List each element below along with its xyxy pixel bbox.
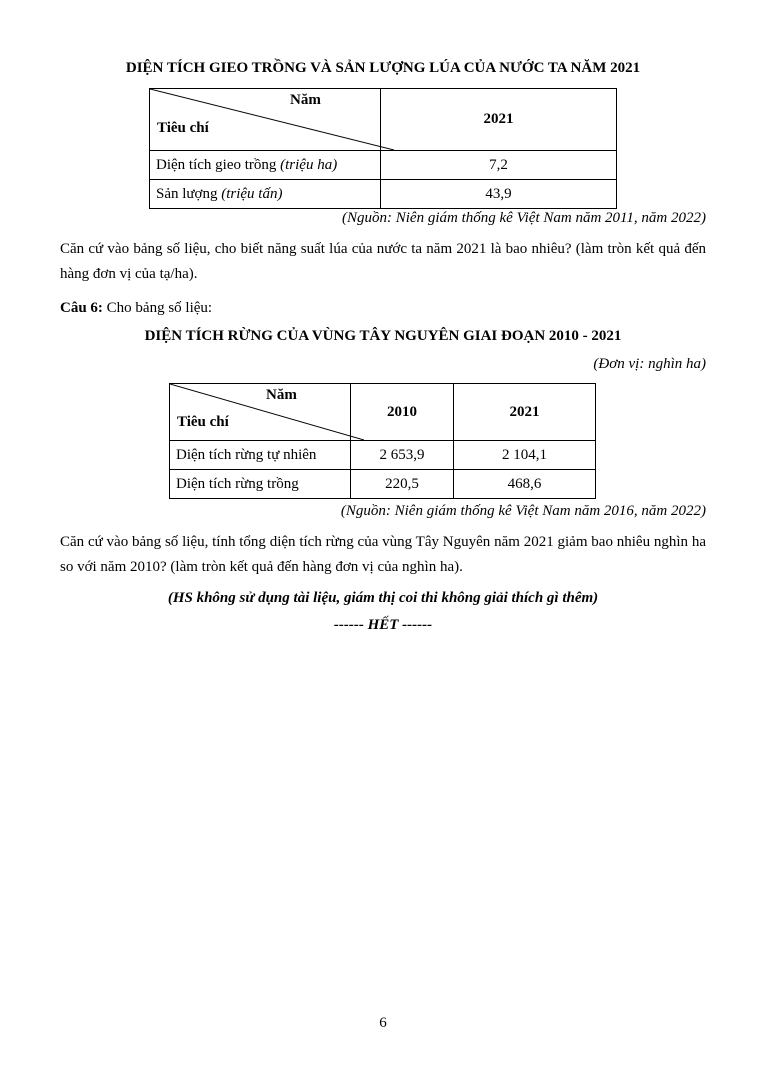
table1-row-value: 7,2 [381, 151, 617, 180]
question6-heading: Câu 6: Cho bảng số liệu: [60, 300, 213, 316]
header-2021: 2021 [454, 384, 596, 441]
table1 [149, 88, 617, 209]
end-mark: ------ HẾT ------ [333, 617, 433, 633]
table2-row-label: Diện tích rừng trồng [170, 470, 351, 499]
table2 [169, 383, 596, 499]
table2-cell-2021: 2 104,1 [454, 441, 596, 470]
table2-source: (Nguồn: Niên giám thống kê Việt Nam năm 2016, năm 2022) [340, 503, 706, 519]
table2-diagonal-header [170, 384, 351, 441]
question6-text: Căn cứ vào bảng số liệu, tính tổng diện tích rừng của vùng Tây Nguyên năm 2021 giảm bao nhiêu nghìn ha so với năm 2010? (làm tròn kết quả đến hàng đơn vị của nghìn ha). [60, 534, 706, 575]
header-criteria: Tiêu chí [177, 414, 229, 430]
table1-row-label: Diện tích gieo trồng (triệu ha) [150, 151, 381, 180]
question6-label: Câu 6: [60, 300, 103, 316]
header-criteria: Tiêu chí [157, 120, 209, 136]
table1-row-value: 43,9 [381, 180, 617, 209]
header-2010: 2010 [351, 384, 454, 441]
table2-cell-2010: 2 653,9 [351, 441, 454, 470]
table1-row-label: Sản lượng (triệu tấn) [150, 180, 381, 209]
table1-diagonal-header [150, 89, 381, 151]
header-year: Năm [266, 387, 297, 403]
question5-text: Căn cứ vào bảng số liệu, cho biết năng suất lúa của nước ta năm 2021 là bao nhiêu? (làm tròn kết quả đến hàng đơn vị của tạ/ha). [60, 241, 706, 282]
table2-title: DIỆN TÍCH RỪNG CỦA VÙNG TÂY NGUYÊN GIAI ĐOẠN 2010 - 2021 [144, 328, 622, 344]
table1-source: (Nguồn: Niên giám thống kê Việt Nam năm 2011, năm 2022) [342, 210, 706, 226]
header-year: Năm [290, 92, 321, 108]
exam-note: (HS không sử dụng tài liệu, giám thị coi thi không giải thích gì thêm) [167, 590, 599, 606]
header-2021: 2021 [381, 89, 617, 151]
table2-unit: (Đơn vị: nghìn ha) [593, 356, 706, 372]
table2-cell-2021: 468,6 [454, 470, 596, 499]
table2-row-label: Diện tích rừng tự nhiên [170, 441, 351, 470]
page-number: 6 [379, 1015, 387, 1031]
table1-title: DIỆN TÍCH GIEO TRỒNG VÀ SẢN LƯỢNG LÚA CỦA NƯỚC TA NĂM 2021 [125, 60, 641, 76]
table2-cell-2010: 220,5 [351, 470, 454, 499]
